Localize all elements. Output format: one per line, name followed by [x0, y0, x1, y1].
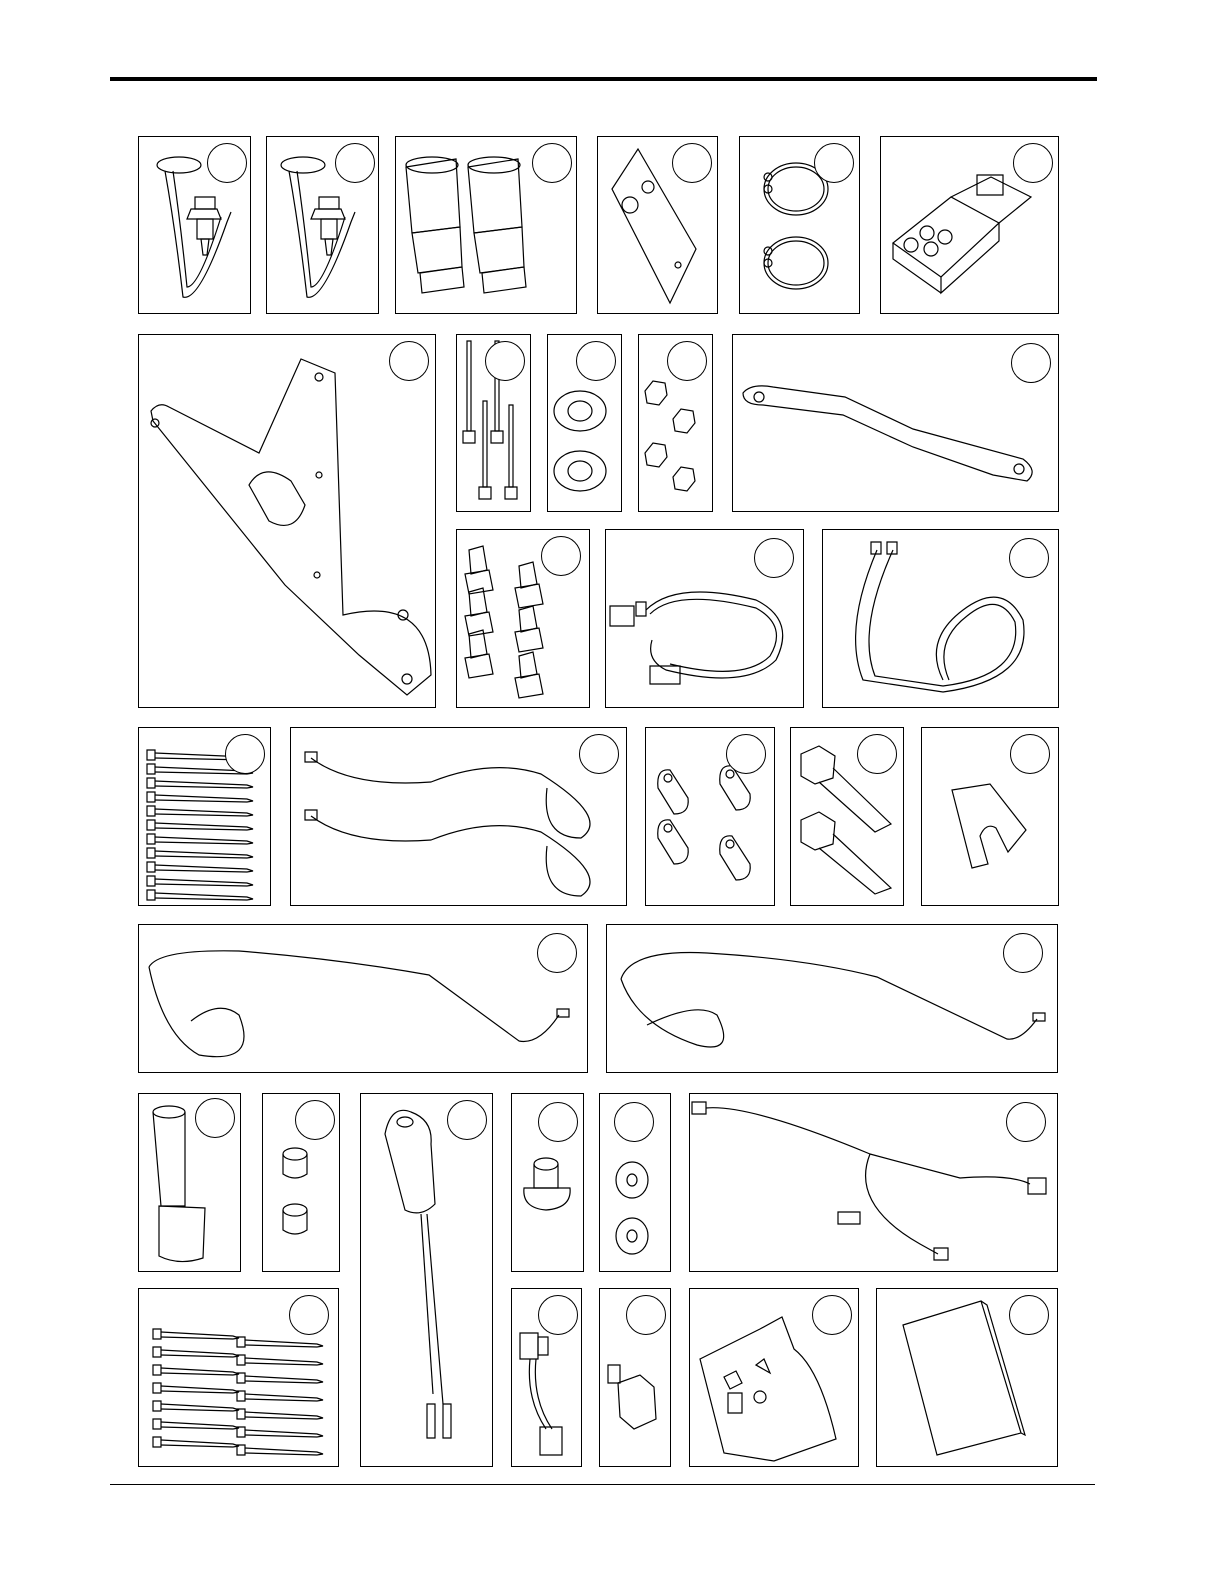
callout-bubble [289, 1295, 329, 1335]
callout-bubble [295, 1100, 335, 1140]
parts-panel-pins [790, 727, 904, 906]
callout-bubble [626, 1295, 666, 1335]
parts-panel-long-hose-right [606, 924, 1058, 1073]
main-harness-illustration [690, 1094, 1058, 1272]
hose-pair-illustration [291, 728, 627, 906]
parts-panel-washers [547, 334, 622, 512]
parts-panel-link-arm [732, 334, 1059, 512]
parts-panel-shim [921, 727, 1059, 906]
callout-bubble [614, 1102, 654, 1142]
callout-bubble [1009, 538, 1049, 578]
callout-bubble [1009, 1295, 1049, 1335]
parts-panel-plate [597, 136, 718, 314]
parts-panel-decal-plate [689, 1288, 859, 1467]
parts-panel-relay [599, 1288, 671, 1467]
callout-bubble [672, 143, 712, 183]
parts-panel-bolts [456, 334, 531, 512]
parts-panel-adapter-harness [511, 1288, 582, 1467]
callout-bubble [857, 734, 897, 774]
parts-panel-lock-pin-right [266, 136, 379, 314]
callout-bubble [754, 538, 794, 578]
callout-bubble [532, 143, 572, 183]
parts-panel-mount-plate [138, 334, 436, 708]
header-rule [110, 77, 1097, 81]
callout-bubble [541, 536, 581, 576]
long-hose-illustration [607, 925, 1058, 1073]
parts-panel-main-harness [689, 1093, 1058, 1272]
parts-panel-bushings [262, 1093, 340, 1272]
callout-bubble [1011, 343, 1051, 383]
parts-panel-sleeve [138, 1093, 241, 1272]
long-hose-illustration [139, 925, 588, 1073]
parts-panel-lock-pin-left [138, 136, 251, 314]
parts-panel-snap-rings [739, 136, 860, 314]
parts-panel-button [511, 1093, 584, 1272]
footer-rule [110, 1484, 1095, 1485]
callout-bubble [726, 734, 766, 774]
parts-panel-hoses [822, 529, 1059, 708]
joystick-illustration [361, 1094, 493, 1467]
callout-bubble [207, 143, 247, 183]
callout-bubble [1010, 734, 1050, 774]
callout-bubble [667, 341, 707, 381]
parts-panel-wire-harness [605, 529, 804, 708]
callout-bubble [485, 341, 525, 381]
callout-bubble [225, 734, 265, 774]
callout-bubble [335, 143, 375, 183]
parts-panel-couplers [395, 136, 577, 314]
parts-panel-clamps [645, 727, 775, 906]
parts-panel-hose-pair [290, 727, 627, 906]
callout-bubble [579, 734, 619, 774]
callout-bubble [812, 1295, 852, 1335]
parts-panel-manual [876, 1288, 1058, 1467]
parts-panel-cable-ties [138, 727, 271, 906]
parts-panel-valve [880, 136, 1059, 314]
callout-bubble [814, 143, 854, 183]
callout-bubble [538, 1295, 578, 1335]
parts-panel-fittings [456, 529, 590, 708]
callout-bubble [447, 1100, 487, 1140]
callout-bubble [1013, 143, 1053, 183]
parts-panel-flat-washers [599, 1093, 671, 1272]
parts-panel-cable-ties-pair [138, 1288, 339, 1467]
parts-panel-nuts [638, 334, 713, 512]
callout-bubble [195, 1098, 235, 1138]
callout-bubble [538, 1102, 578, 1142]
callout-bubble [1006, 1102, 1046, 1142]
callout-bubble [537, 933, 577, 973]
callout-bubble [576, 341, 616, 381]
callout-bubble [389, 341, 429, 381]
parts-panel-long-hose-left [138, 924, 588, 1073]
parts-panel-joystick [360, 1093, 493, 1467]
callout-bubble [1003, 933, 1043, 973]
mount-plate-illustration [139, 335, 436, 708]
